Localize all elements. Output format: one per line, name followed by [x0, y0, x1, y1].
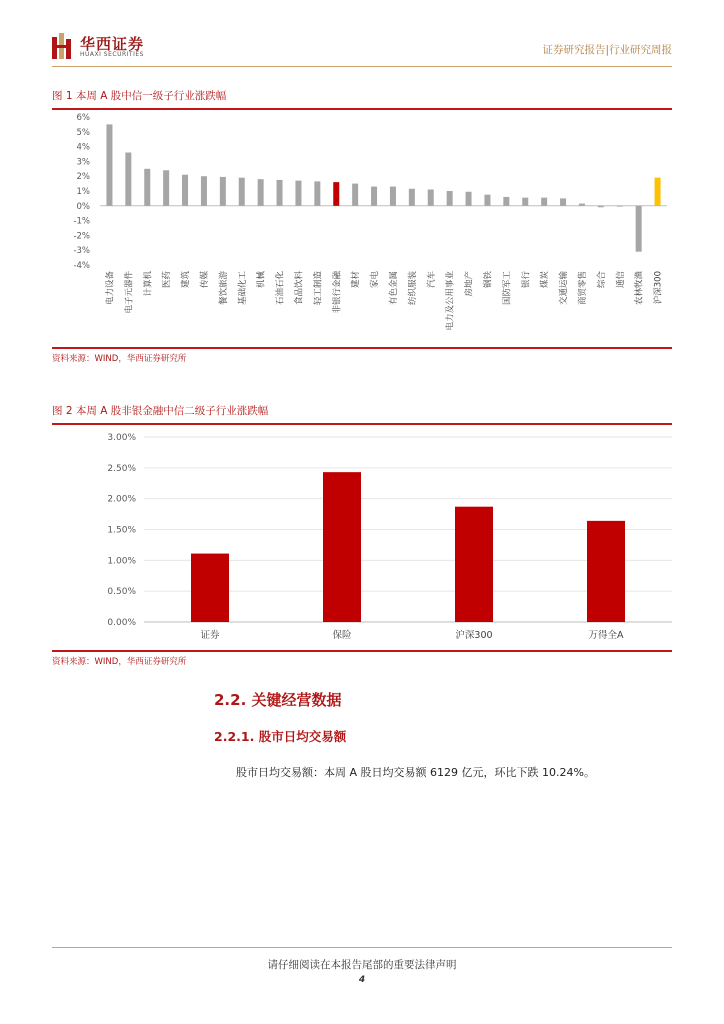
bar-家电	[371, 187, 377, 206]
bar-商贸零售	[579, 204, 585, 206]
y-tick-label: -3%	[73, 246, 90, 257]
x-tick-label: 医药	[162, 271, 173, 289]
y-tick-label: 1%	[76, 187, 90, 197]
x-tick-label: 银行	[521, 271, 532, 289]
y-tick-label: 0%	[76, 201, 90, 212]
x-tick-label: 电子元器件	[124, 271, 135, 314]
x-tick-label: 有色金属	[388, 271, 399, 306]
subsection-heading: 2.2.1. 股市日均交易额	[214, 729, 347, 744]
bar-沪深300	[455, 507, 493, 622]
bar-电子元器件	[125, 153, 131, 206]
bar-煤炭	[541, 198, 547, 206]
y-tick-label: -2%	[73, 231, 90, 242]
body-paragraph: 股市日均交易额：本周 A 股日均交易额 6129 亿元，环比下跌 10.24%。	[236, 766, 595, 779]
x-tick-label: 证券	[200, 630, 220, 641]
footer-divider	[52, 947, 672, 948]
figure1-bottom-rule	[52, 347, 672, 349]
y-tick-label: 2.50%	[107, 463, 136, 474]
y-tick-label: 0.50%	[107, 587, 136, 598]
bar-银行	[522, 198, 528, 206]
x-tick-label: 传媒	[199, 271, 210, 289]
bar-医药	[163, 170, 169, 206]
figure2-chart	[52, 426, 672, 648]
bar-国防军工	[503, 197, 509, 206]
bar-保险	[323, 472, 361, 622]
huaxi-logo-icon	[52, 33, 74, 59]
x-tick-label: 建筑	[181, 271, 192, 289]
figure1-chart	[52, 112, 672, 347]
x-tick-label: 商贸零售	[577, 271, 588, 306]
x-tick-label: 电力设备	[105, 271, 116, 306]
y-tick-label: 1.50%	[107, 525, 136, 536]
y-tick-label: 4%	[76, 142, 90, 153]
figure2-title: 图 2 本周 A 股非银金融中信二级子行业涨跌幅	[52, 405, 269, 417]
bar-非银行金融	[333, 182, 339, 206]
bar-汽车	[428, 190, 434, 206]
bar-有色金属	[390, 187, 396, 206]
x-tick-label: 基础化工	[237, 271, 248, 306]
legal-notice: 请仔细阅读在本报告尾部的重要法律声明	[267, 959, 457, 971]
x-tick-label: 轻工制造	[313, 271, 324, 306]
bar-建材	[352, 184, 358, 206]
bar-农林牧渔	[636, 206, 642, 252]
x-tick-label: 交通运输	[559, 271, 570, 306]
bar-传媒	[201, 176, 207, 206]
x-tick-label: 农林牧渔	[634, 271, 645, 306]
x-tick-label: 综合	[596, 271, 607, 289]
x-tick-label: 国防军工	[502, 271, 513, 306]
y-tick-label: 3%	[76, 157, 90, 168]
figure1-source: 资料来源：WIND，华西证券研究所	[52, 354, 187, 364]
report-type: 证券研究报告|行业研究周报	[542, 44, 672, 56]
y-tick-label: 2%	[76, 172, 90, 183]
x-tick-label: 家电	[370, 271, 381, 289]
y-tick-label: -4%	[73, 261, 90, 271]
bar-通信	[617, 206, 623, 207]
bar-建筑	[182, 175, 188, 206]
x-tick-label: 非银行金融	[332, 271, 343, 314]
header-divider	[52, 66, 672, 67]
brand-name: 华西证券	[80, 35, 145, 53]
y-tick-label: 3.00%	[107, 433, 136, 443]
x-tick-label: 汽车	[426, 271, 437, 289]
brand-name-en: HUAXI SECURITIES	[80, 51, 144, 58]
figure1-title: 图 1 本周 A 股中信一级子行业涨跌幅	[52, 90, 227, 102]
x-tick-label: 沪深300	[455, 630, 493, 641]
y-tick-label: 0.00%	[107, 618, 136, 628]
page-number: 4	[358, 975, 366, 985]
x-tick-label: 餐饮旅游	[218, 271, 229, 306]
x-tick-label: 电力及公用事业	[445, 271, 456, 331]
bar-机械	[258, 179, 264, 206]
x-tick-label: 石油石化	[275, 271, 286, 306]
bar-综合	[598, 206, 604, 207]
bar-餐饮旅游	[220, 177, 226, 206]
bar-钢铁	[484, 195, 490, 206]
bar-电力设备	[106, 124, 112, 205]
y-tick-label: 6%	[76, 113, 90, 123]
x-tick-label: 食品饮料	[294, 271, 305, 306]
bar-证券	[191, 554, 229, 622]
bar-轻工制造	[314, 181, 320, 205]
x-tick-label: 房地产	[464, 271, 475, 297]
bar-基础化工	[239, 178, 245, 206]
x-tick-label: 万得全A	[588, 630, 624, 641]
bar-计算机	[144, 169, 150, 206]
x-tick-label: 通信	[615, 271, 626, 289]
y-tick-label: 1.00%	[107, 556, 136, 567]
figure2-bottom-rule	[52, 650, 672, 652]
x-tick-label: 煤炭	[540, 271, 551, 289]
figure2-source: 资料来源：WIND，华西证券研究所	[52, 657, 187, 667]
bar-交通运输	[560, 198, 566, 205]
x-tick-label: 纺织服装	[407, 271, 418, 306]
x-tick-label: 计算机	[143, 271, 154, 297]
figure1-top-rule	[52, 108, 672, 110]
y-tick-label: 5%	[76, 127, 90, 138]
x-tick-label: 建材	[351, 271, 362, 289]
bar-食品饮料	[295, 181, 301, 206]
bar-房地产	[466, 192, 472, 206]
x-tick-label: 沪深300	[653, 271, 664, 305]
x-tick-label: 钢铁	[483, 271, 494, 289]
y-tick-label: 2.00%	[107, 494, 136, 505]
figure2-top-rule	[52, 423, 672, 425]
section-heading: 2.2. 关键经营数据	[214, 691, 342, 709]
y-tick-label: -1%	[73, 216, 90, 227]
bar-沪深300	[655, 178, 661, 206]
x-tick-label: 机械	[256, 271, 267, 289]
bar-万得全A	[587, 521, 625, 622]
bar-电力及公用事业	[447, 191, 453, 206]
bar-石油石化	[277, 180, 283, 206]
x-tick-label: 保险	[332, 630, 352, 641]
bar-纺织服装	[409, 189, 415, 206]
